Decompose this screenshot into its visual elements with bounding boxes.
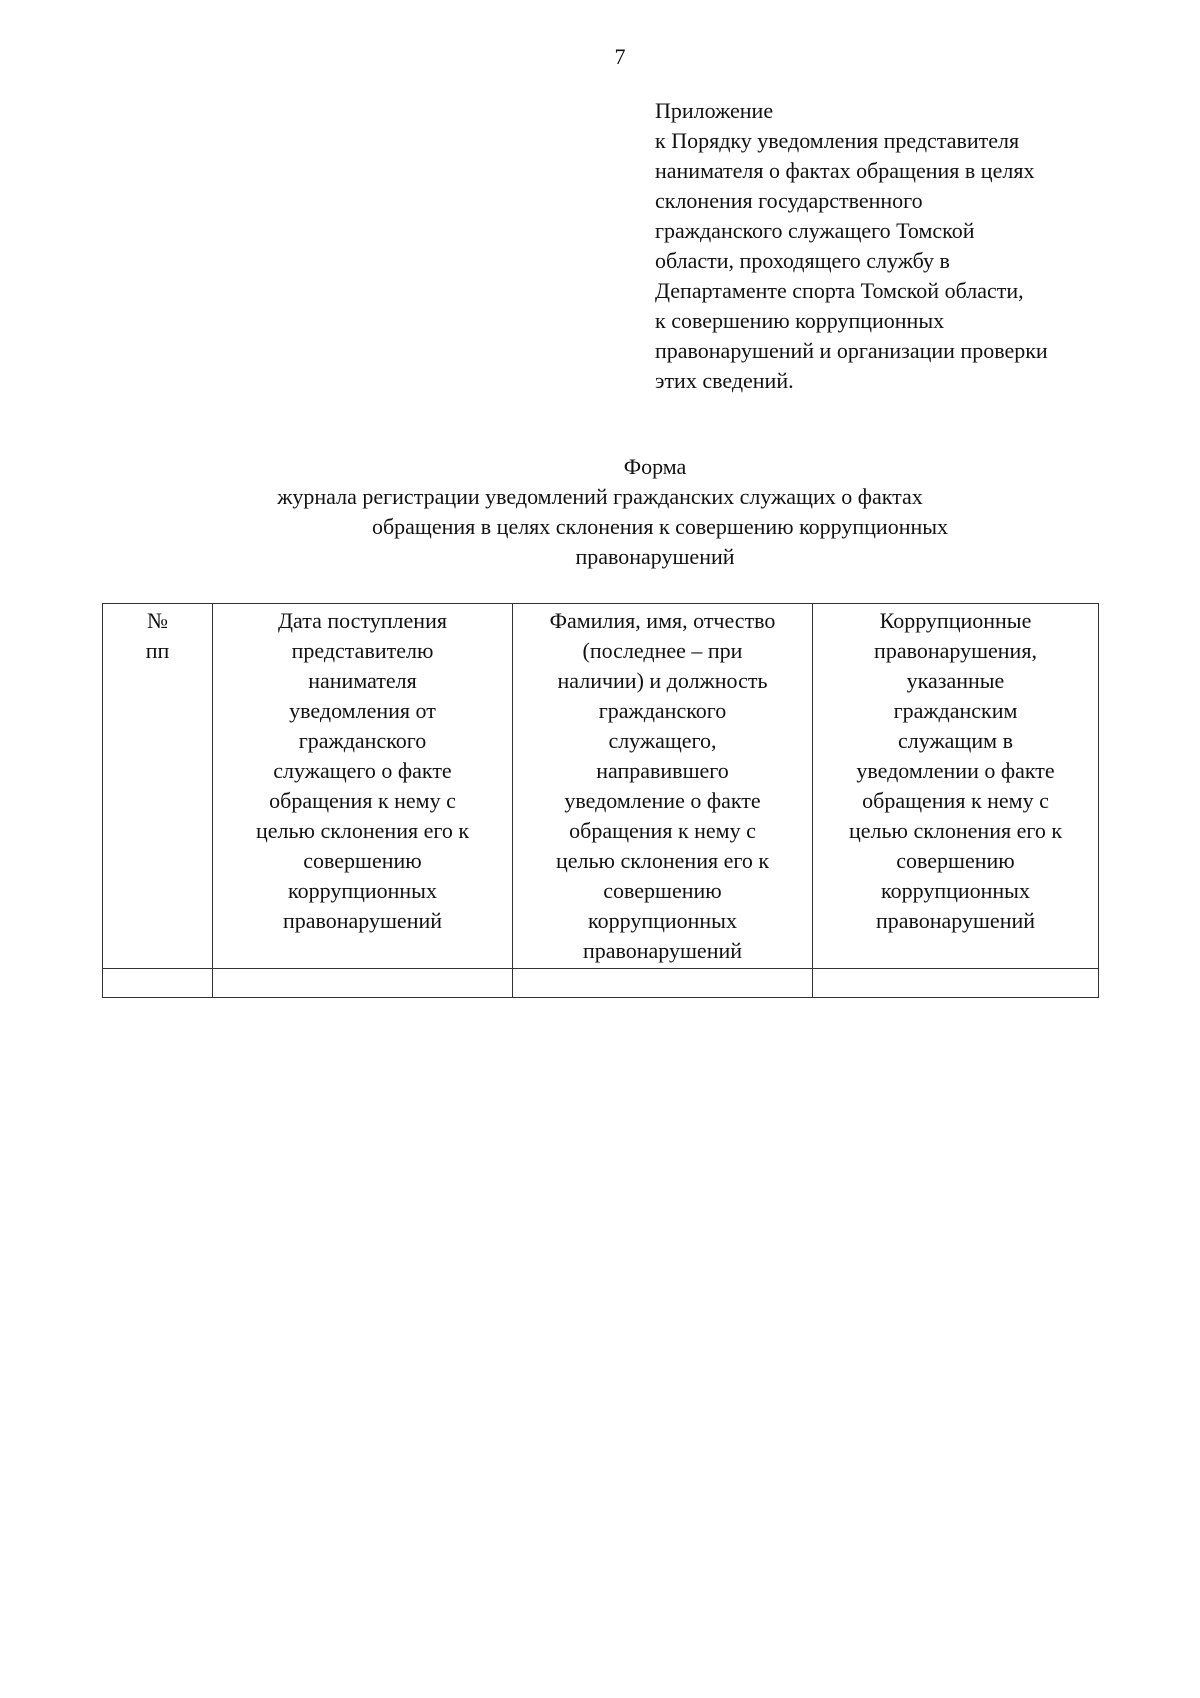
header-employee-name-position: Фамилия, имя, отчество (последнее – при наличии) и должность гражданского служащего, направившего уведомление о факте обращения к нему с целью склонения его к совершению коррупционных правонарушений [513,604,813,969]
table-row [103,969,1099,998]
header-number: № пп [103,604,213,969]
header-corruption-offenses: Коррупционные правонарушения, указанные гражданским служащим в уведомлении о факте обращения к нему с целью склонения его к совершению коррупционных правонарушений [813,604,1099,969]
table-header-row [103,604,1099,969]
form-title [0,452,1200,572]
page-number: 7 [614,44,626,69]
form-title-line-1: Форма [623,454,687,479]
form-title-line-3: обращения в целях склонения к совершению коррупционных [371,514,949,539]
table-cell [103,969,213,998]
journal-table [102,603,1099,998]
appendix-block: Приложение к Порядку уведомления представителя нанимателя о фактах обращения в целях склонения государственного гражданского служащего Томской области, проходящего службу в Департаменте спорта Томской области, к совершению коррупционных правонарушений и организации проверки этих сведений. [655,98,1048,393]
table-cell [513,969,813,998]
table-cell [213,969,513,998]
form-title-line-4: правонарушений [575,544,735,569]
form-title-line-2: журнала регистрации уведомлений гражданских служащих о фактах [277,484,923,509]
table-cell [813,969,1099,998]
header-date-received: Дата поступления представителю нанимателя уведомления от гражданского служащего о факте обращения к нему с целью склонения его к совершению коррупционных правонарушений [213,604,513,969]
